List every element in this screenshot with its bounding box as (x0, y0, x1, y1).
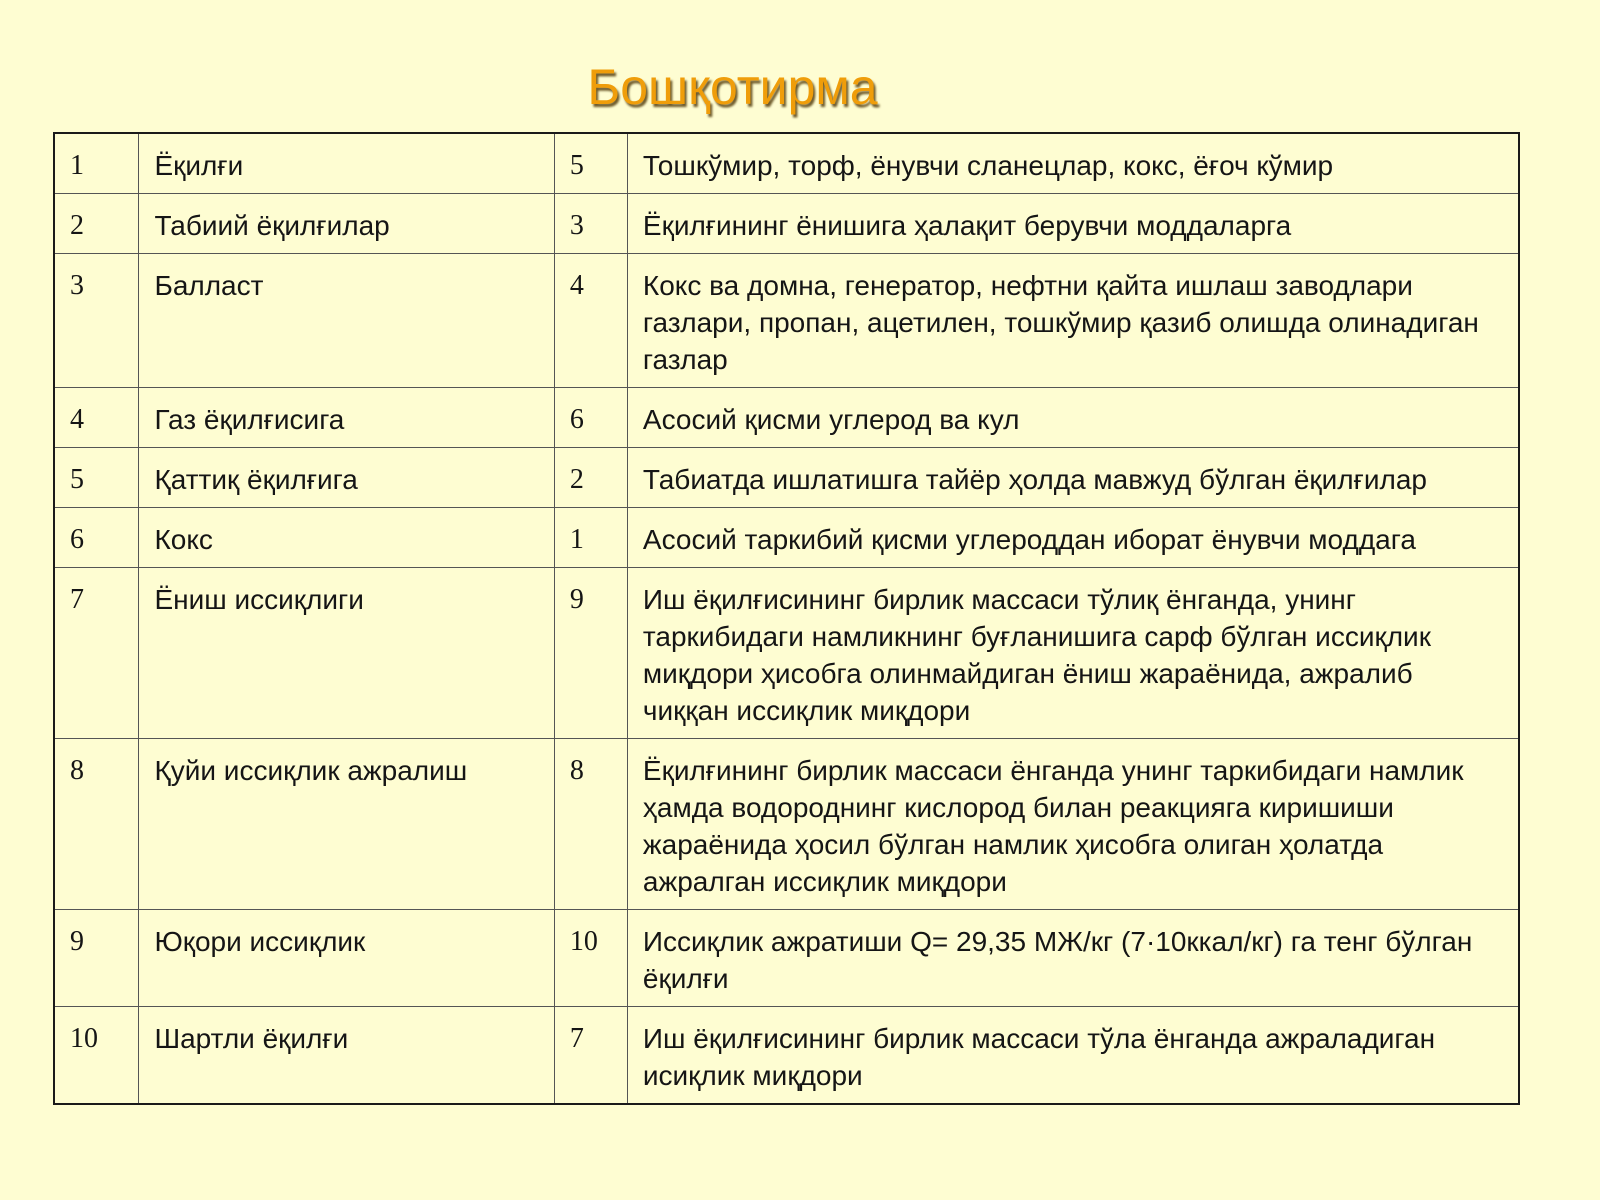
row-number: 9 (54, 910, 139, 1007)
definition-cell: Табиатда ишлатишга тайёр ҳолда мавжуд бўлган ёқилғилар (627, 448, 1519, 508)
table-row (54, 194, 1519, 254)
table-row (54, 910, 1519, 1007)
term-cell: Қаттиқ ёқилғига (139, 448, 554, 508)
row-number: 6 (54, 508, 139, 568)
matching-table (53, 132, 1520, 1105)
table-row (54, 133, 1519, 194)
definition-cell: Асосий таркибий қисми углероддан иборат ёнувчи моддага (627, 508, 1519, 568)
definition-cell: Иссиқлик ажратиши Q= 29,35 МЖ/кг (7·10ккал/кг) га тенг бўлган ёқилғи (627, 910, 1519, 1007)
answer-number: 6 (554, 388, 627, 448)
row-number: 2 (54, 194, 139, 254)
table-row (54, 1007, 1519, 1105)
row-number: 8 (54, 739, 139, 910)
row-number: 1 (54, 133, 139, 194)
answer-number: 4 (554, 254, 627, 388)
definition-cell: Иш ёқилғисининг бирлик массаси тўлиқ ёнганда, унинг таркибидаги намликнинг буғланишига сарф бўлган иссиқлик миқдори ҳисобга олинмайдиган ёниш жараёнида, ажралиб чиққан иссиқлик миқдори (627, 568, 1519, 739)
answer-number: 7 (554, 1007, 627, 1105)
row-number: 7 (54, 568, 139, 739)
table-row (54, 568, 1519, 739)
answer-number: 3 (554, 194, 627, 254)
table-row (54, 508, 1519, 568)
slide-title: Бошқотирма (587, 59, 878, 115)
definition-cell: Кокс ва домна, генератор, нефтни қайта ишлаш заводлари газлари, пропан, ацетилен, тошкўмир қазиб олишда олинадиган газлар (627, 254, 1519, 388)
answer-number: 1 (554, 508, 627, 568)
table-row (54, 254, 1519, 388)
term-cell: Кокс (139, 508, 554, 568)
term-cell: Табиий ёқилғилар (139, 194, 554, 254)
answer-number: 2 (554, 448, 627, 508)
definition-cell: Асосий қисми углерод ва кул (627, 388, 1519, 448)
definition-cell: Ёқилғининг ёнишига ҳалақит берувчи моддаларга (627, 194, 1519, 254)
answer-number: 8 (554, 739, 627, 910)
answer-number: 5 (554, 133, 627, 194)
term-cell: Қуйи иссиқлик ажралиш (139, 739, 554, 910)
row-number: 3 (54, 254, 139, 388)
term-cell: Шартли ёқилғи (139, 1007, 554, 1105)
definition-cell: Иш ёқилғисининг бирлик массаси тўла ёнганда ажраладиган исиқлик миқдори (627, 1007, 1519, 1105)
term-cell: Газ ёқилғисига (139, 388, 554, 448)
term-cell: Ёқилғи (139, 133, 554, 194)
answer-number: 9 (554, 568, 627, 739)
definition-cell: Тошкўмир, торф, ёнувчи сланецлар, кокс, ёғоч кўмир (627, 133, 1519, 194)
table-row (54, 388, 1519, 448)
row-number: 5 (54, 448, 139, 508)
term-cell: Ёниш иссиқлиги (139, 568, 554, 739)
row-number: 10 (54, 1007, 139, 1105)
table-body (54, 133, 1519, 1104)
answer-number: 10 (554, 910, 627, 1007)
row-number: 4 (54, 388, 139, 448)
term-cell: Балласт (139, 254, 554, 388)
table-row (54, 739, 1519, 910)
table-row (54, 448, 1519, 508)
term-cell: Юқори иссиқлик (139, 910, 554, 1007)
definition-cell: Ёқилғининг бирлик массаси ёнганда унинг таркибидаги намлик ҳамда водороднинг кислород билан реакцияга киришиши жараёнида ҳосил бўлган намлик ҳисобга олиган ҳолатда ажралган иссиқлик миқдори (627, 739, 1519, 910)
